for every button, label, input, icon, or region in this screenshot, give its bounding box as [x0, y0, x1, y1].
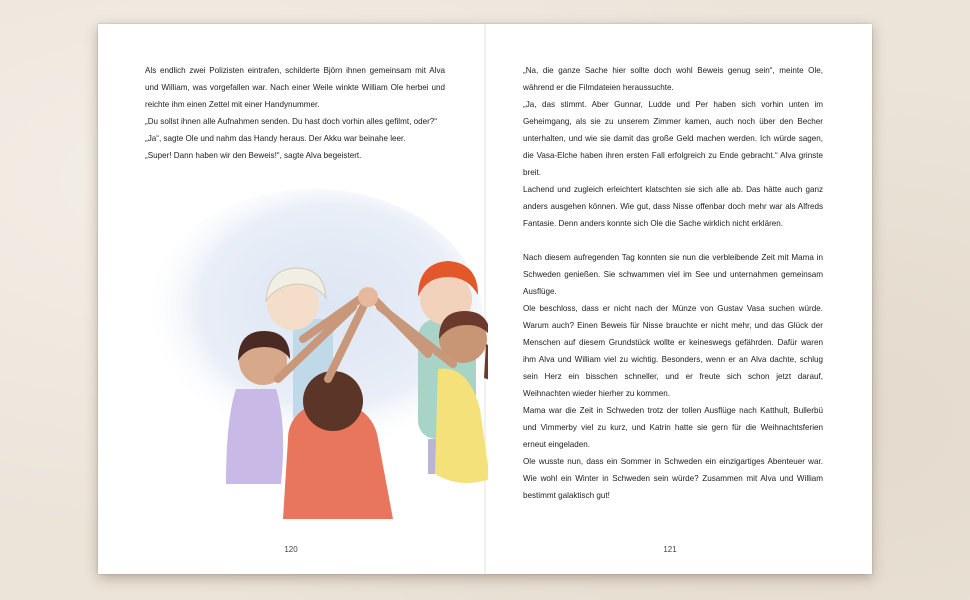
paragraph: „Super! Dann haben wir den Beweis!“, sagte Alva begeistert. [145, 151, 362, 160]
children-high-five-illustration [128, 189, 488, 529]
paragraph: „Ja“, sagte Ole und nahm das Handy heraus. Der Akku war beinahe leer. [145, 134, 406, 143]
paragraph: „Ja, das stimmt. Aber Gunnar, Ludde und Per haben sich vorhin unten im Geheimgang, als sie zu unserem Zimmer kamen, auch noch über den Becher unterhalten, und wie sie damit das große Geld machen werden. Ich würde sagen, die Vasa-Elche haben ihren ersten Fall erfolgreich zu Ende gebracht.“ Alva grinste breit. [523, 100, 823, 177]
right-page [485, 24, 872, 574]
paragraph: Ole wusste nun, dass ein Sommer in Schweden ein einzigartiges Abenteuer war. Wie wohl ein Winter in Schweden sein würde? Zusammen mit Alva und William bestimmt galaktisch gut! [523, 457, 823, 500]
page-number: 121 [663, 545, 677, 554]
page-number: 120 [284, 545, 298, 554]
paragraph: Mama war die Zeit in Schweden trotz der tollen Ausflüge nach Katthult, Bullerbü und Vimmerby viel zu kurz, und Katrin hatte sie gern für die Weihnachtsferien erneut eingeladen. [523, 406, 823, 449]
child-ponytail-girl [435, 311, 488, 483]
paragraph: „Na, die ganze Sache hier sollte doch wohl Beweis genug sein“, meinte Ole, während er die Filmdateien heraussuchte. [523, 66, 823, 92]
paragraph: Nach diesem aufregenden Tag konnten sie nun die verbleibende Zeit mit Mama in Schweden genießen. Sie schwammen viel im See und unternahmen gemeinsam Ausflüge. [523, 253, 823, 296]
book-spread [98, 24, 872, 574]
left-page-text [145, 62, 445, 164]
paragraph: „Du sollst ihnen alle Aufnahmen senden. Du hast doch vorhin alles gefilmt, oder?“ [145, 117, 437, 126]
paragraph: Als endlich zwei Polizisten eintrafen, schilderte Björn ihnen gemeinsam mit Alva und William, was vorgefallen war. Nach einer Weile winkte William Ole herbei und reichte ihm einen Zettel mit einer Handynummer. [145, 66, 445, 109]
right-page-text [523, 62, 823, 504]
left-page [98, 24, 485, 574]
paragraph: Ole beschloss, dass er nicht nach der Münze von Gustav Vasa suchen würde. Warum auch? Einen Beweis für Nisse brauchte er nicht mehr, und das Glück der Menschen auf diesem Grundstück wollte er keineswegs gefährden. Dafür waren ihm Alva und William viel zu wichtig. Besonders, wenn er an Alva dachte, schlug sein Herz ein bisschen schneller, und er freute sich schon jetzt darauf, Weihnachten wieder hierher zu kommen. [523, 304, 823, 398]
paragraph: Lachend und zugleich erleichtert klatschten sie sich alle ab. Das hätte auch ganz anders ausgehen können. Wie gut, dass Nisse offenbar doch mehr war als Alfreds Fantasie. Denn anders konnte sich Ole die Sache wirklich nicht erklären. [523, 185, 823, 228]
